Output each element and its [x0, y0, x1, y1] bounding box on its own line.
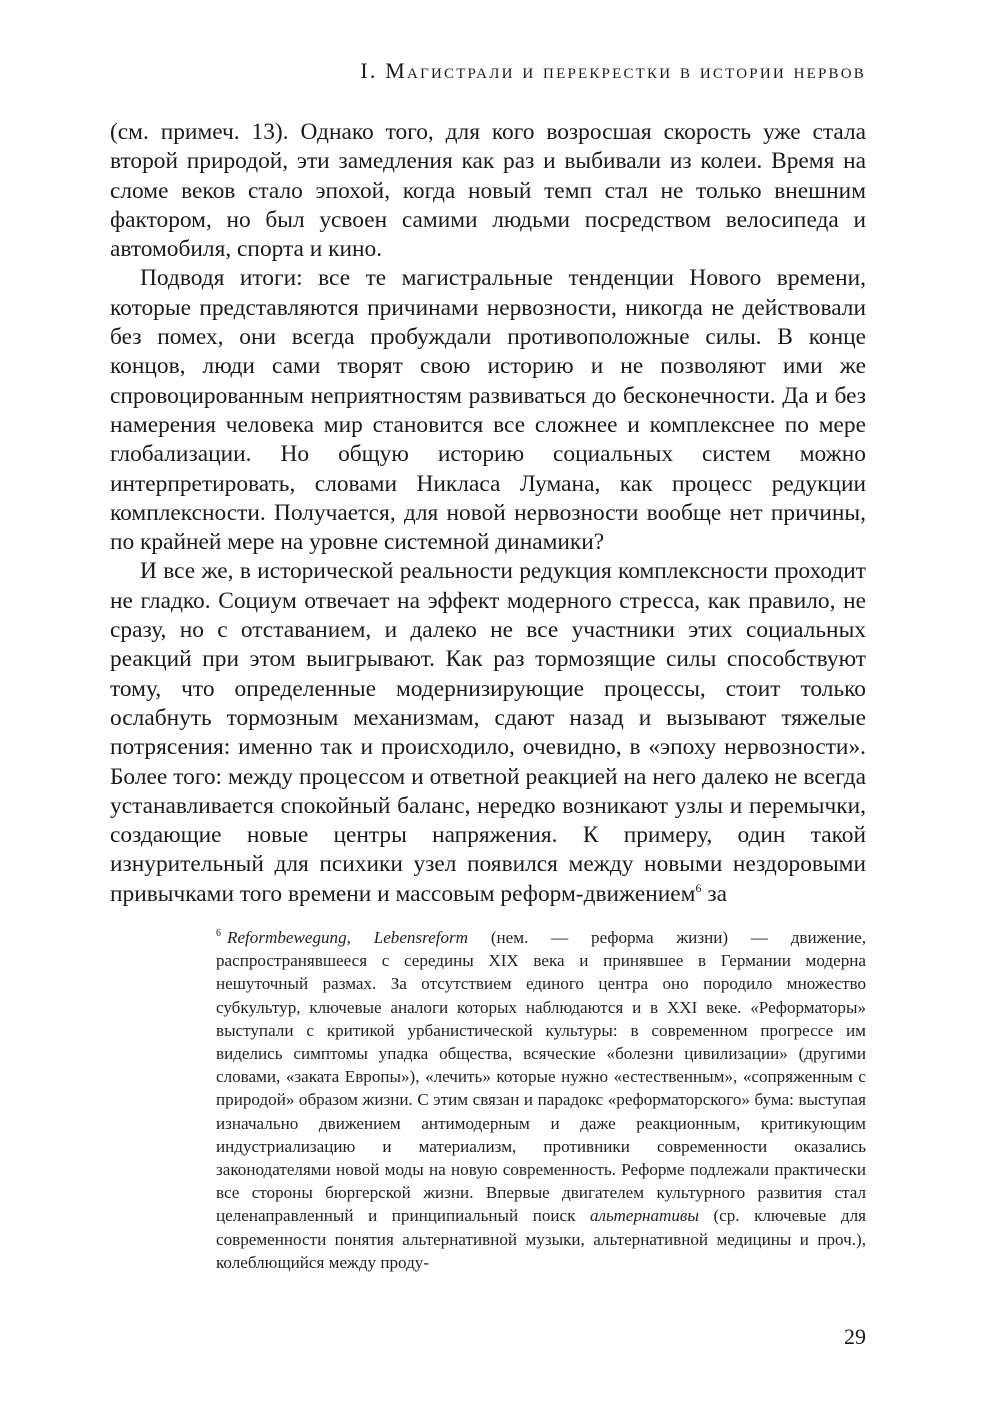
paragraph-1: (см. примеч. 13). Однако того, для кого возросшая скорость уже стала второй природой, эти замедления как раз и выбивали из колеи. Время на сломе веков стало эпохой, когда новый темп стал не только внешним фактором, но был усвоен самими людьми посредством велосипеда и автомобиля, спорта и кино.: [110, 119, 866, 263]
paragraph-2: Подводя итоги: все те магистральные тенденции Нового времени, которые представляются причинами нервозности, никогда не действовали без помех, они всегда пробуждали противоположные силы. В конце концов, люди сами творят свою историю и не позволяют ими же спровоцированным неприятностям развиваться до бесконечности. Да и без намерения человека мир становится все сложнее и комплекснее по мере глобализации. Но общую историю социальных систем можно интерпретировать, словами Никласа Лумана, как процесс редукции комплексности. Получается, для новой нервозности вообще нет причины, по крайней мере на уровне системной динамики?: [110, 265, 866, 556]
footnote-reference[interactable]: 6: [695, 880, 702, 895]
paragraph-3-tail: за: [701, 880, 727, 907]
footnote-italic-terms: Reformbewegung, Lebensreform: [227, 928, 469, 947]
footnote-text-part1: (нем. — реформа жизни) — движение, распространявшееся с середины XIX века и принявшее в Германии модерна нешуточный размах. За отсутствием единого центра оно породило множество субкультур, ключевые аналоги которых наблюдаются и в XXI веке. «Реформаторы» выступали с критикой урбанистической культуры: в современном прогрессе им виделись симптомы упадка общества, всяческие «болезни цивилизации» (другими словами, «заката Европы»), «лечить» которые нужно «естественным», «сопряженным с природой» образом жизни. С этим связан и парадокс «реформаторского» бума: выступая изначально движением антимодерным и даже реакционным, критикующим индустриализацию и материализм, противники современности оказались законодателями новой моды на новую современность. Реформе подлежали практически все стороны бюргерской жизни. Впервые двигателем культурного развития стал целенаправленный и принципиальный поиск: [216, 928, 866, 1226]
footnote: [216, 926, 866, 1274]
footnote-italic-word: альтернативы: [589, 1206, 699, 1226]
footnote-paragraph: [216, 926, 866, 1274]
running-header: I. Магистрали и перекрестки в истории нервов: [360, 58, 866, 83]
paragraph-3-text: И все же, в исторической реальности редукция комплексности проходит не гладко. Социум отвечает на эффект модерного стресса, как правило, не сразу, но с отставанием, и далеко не все участники этих социальных реакций при этом выигрывают. Как раз тормозящие силы способствуют тому, что определенные модернизирующие процессы, стоит только ослабнуть тормозным механизмам, сдают назад и вызывают тяжелые потрясения: именно так и происходило, очевидно, в «эпоху нервозности». Более того: между процессом и ответной реакцией на него далеко не всегда устанавливается спокойный баланс, нередко возникают узлы и перемычки, создающие новые центры напряжения. К примеру, один такой изнурительный для психики узел появился между новыми нездоровыми привычками того времени и массовым реформ-движением: [110, 558, 866, 907]
paragraph-3: [110, 557, 866, 909]
main-text: [110, 118, 866, 909]
footnote-text-part2: (ср. ключевые для современности понятия альтернативной музыки, альтернативной медицины и проч.), колеблющийся между проду-: [216, 1206, 867, 1272]
page-number: 29: [844, 1324, 866, 1349]
footnote-number: 6: [216, 928, 221, 940]
